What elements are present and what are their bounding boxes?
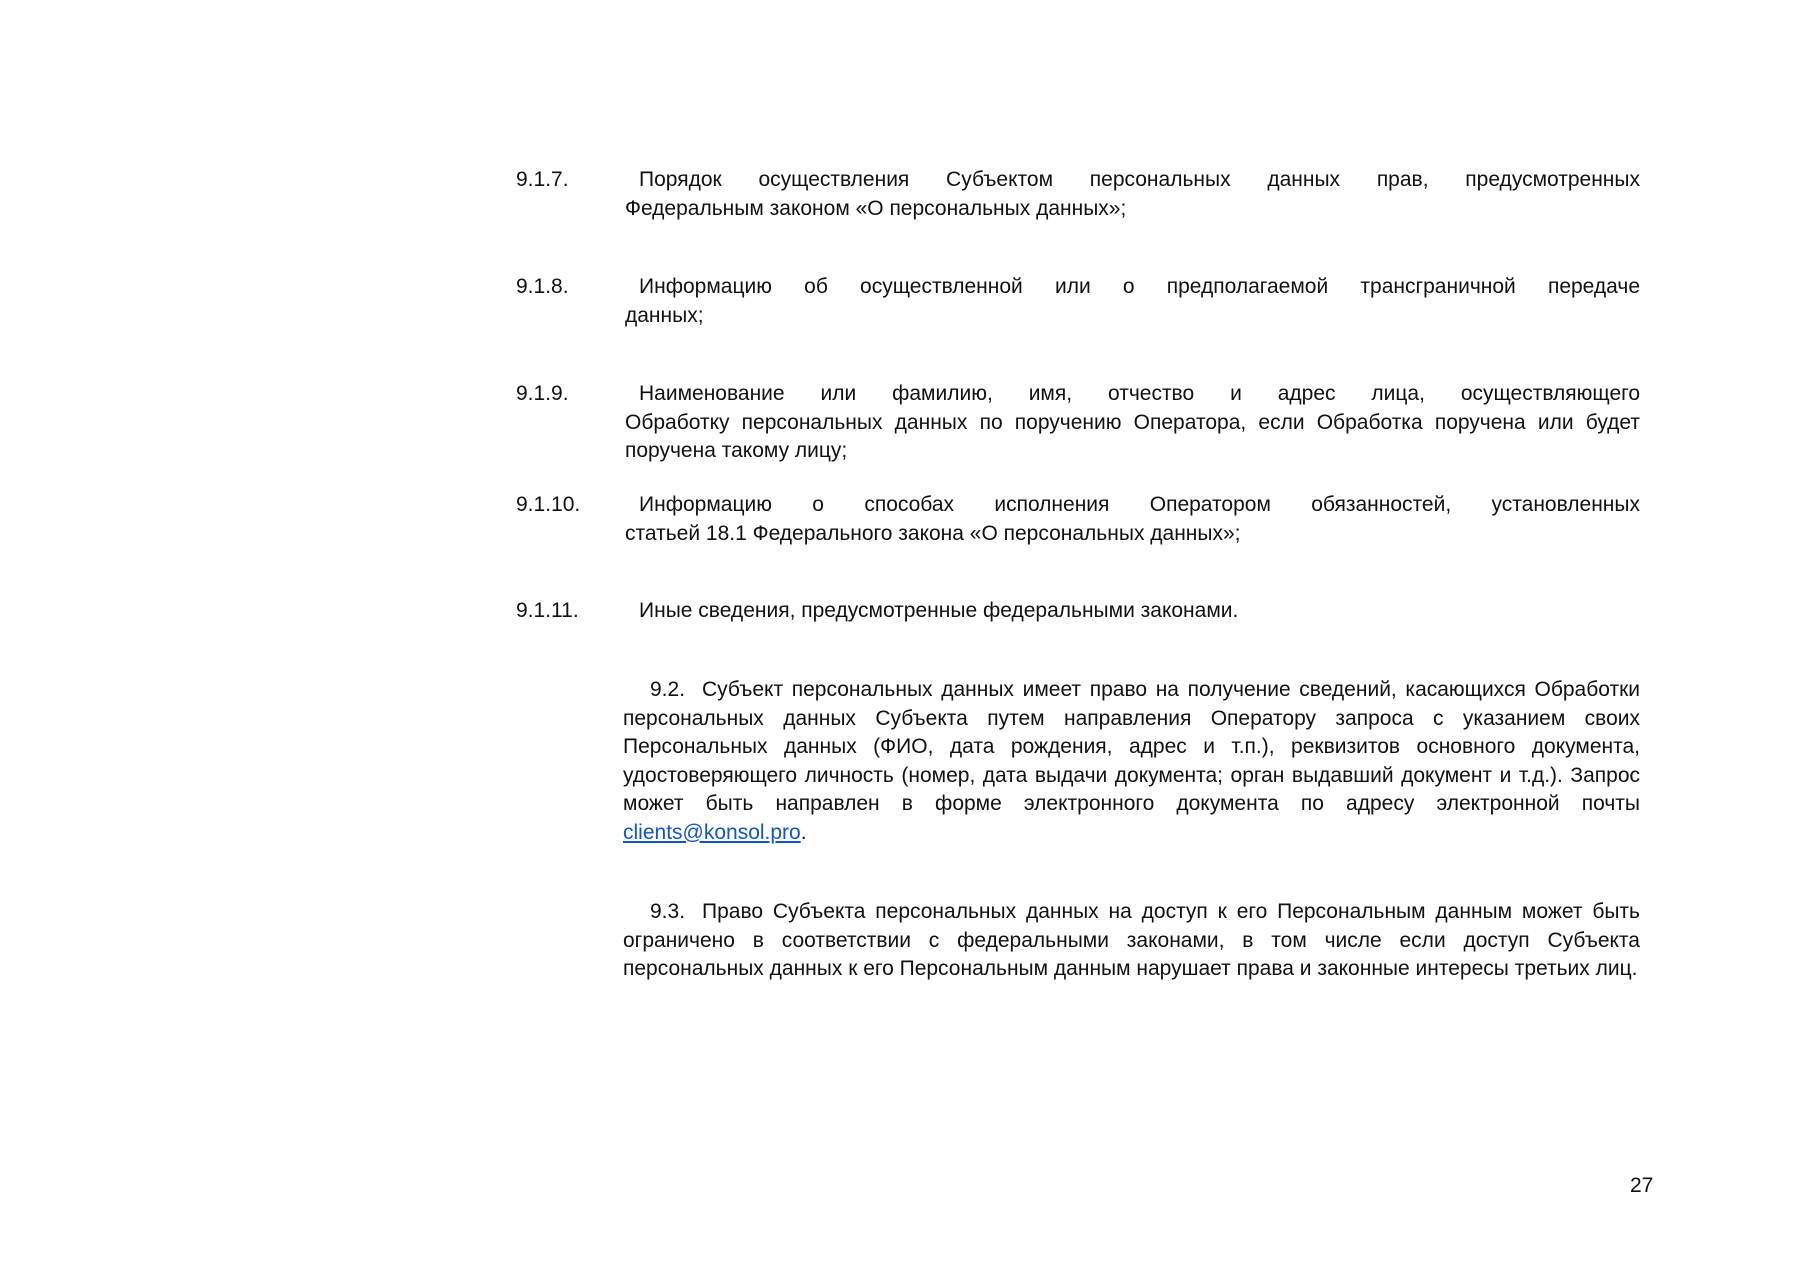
paragraph-text: Субъект персональных данных имеет право на получение сведений, касающихся Обработки персональных данных Субъекта путем направления Оператору запроса с указанием своих Персональных данных (ФИО, дата рождения, адрес и т.п.), реквизитов основного документа, удостоверяющего личность (номер, дата выдачи документа; орган выдавший документ и т.д.). Запрос может быть направлен в форме электронного документа по адресу электронной почты — [623, 678, 1640, 815]
list-item-number: 9.1.10. — [516, 493, 581, 516]
list-item-9-1-11 — [516, 597, 1640, 626]
paragraph-9-3 — [623, 898, 1640, 984]
list-item-text: Наименование или фамилию, имя, отчество и адрес лица, осуществляющего — [639, 382, 1640, 405]
list-item-continuation: статьей 18.1 Федерального закона «О персональных данных»; — [625, 521, 1241, 545]
list-item-number: 9.1.7. — [516, 168, 569, 191]
paragraph-text: Право Субъекта персональных данных на доступ к его Персональным данным может быть ограничено в соответствии с федеральными законами, в том числе если доступ Субъекта персональных данных к его Персональным данным нарушает права и законные интересы третьих лиц. — [623, 900, 1640, 980]
list-item-9-1-7 — [516, 166, 1640, 223]
list-item-first-line — [516, 380, 1640, 409]
list-item-text: Порядок осуществления Субъектом персональных данных прав, предусмотренных — [639, 168, 1640, 191]
list-item-number: 9.1.8. — [516, 275, 569, 298]
list-item-first-line — [516, 273, 1640, 302]
list-item-number: 9.1.9. — [516, 382, 569, 405]
list-item-number: 9.1.11. — [516, 599, 579, 622]
page-number: 27 — [1630, 1174, 1654, 1197]
email-link[interactable]: clients@konsol.pro — [623, 820, 801, 844]
list-item-first-line — [516, 597, 1640, 626]
list-item-9-1-8 — [516, 273, 1640, 330]
list-item-text: Информацию о способах исполнения Оператором обязанностей, установленных — [639, 493, 1640, 516]
list-item-first-line — [516, 166, 1640, 195]
list-item-text: Информацию об осуществленной или о предполагаемой трансграничной передаче — [639, 275, 1640, 298]
list-item-text: Иные сведения, предусмотренные федеральными законами. — [639, 599, 1239, 622]
paragraph-number: 9.2. — [650, 678, 686, 701]
list-item-continuation: Обработку персональных данных по поручению Оператора, если Обработка поручена или будет поручена такому лицу; — [625, 410, 1640, 462]
list-item-9-1-9 — [516, 380, 1640, 466]
paragraph-number: 9.3. — [650, 900, 686, 923]
list-item-continuation: Федеральным законом «О персональных данных»; — [625, 196, 1127, 220]
list-item-9-1-10 — [516, 491, 1640, 548]
list-item-continuation: данных; — [625, 303, 704, 327]
paragraph-9-2 — [623, 676, 1640, 847]
paragraph-end: . — [800, 820, 807, 844]
list-item-first-line — [516, 491, 1640, 520]
